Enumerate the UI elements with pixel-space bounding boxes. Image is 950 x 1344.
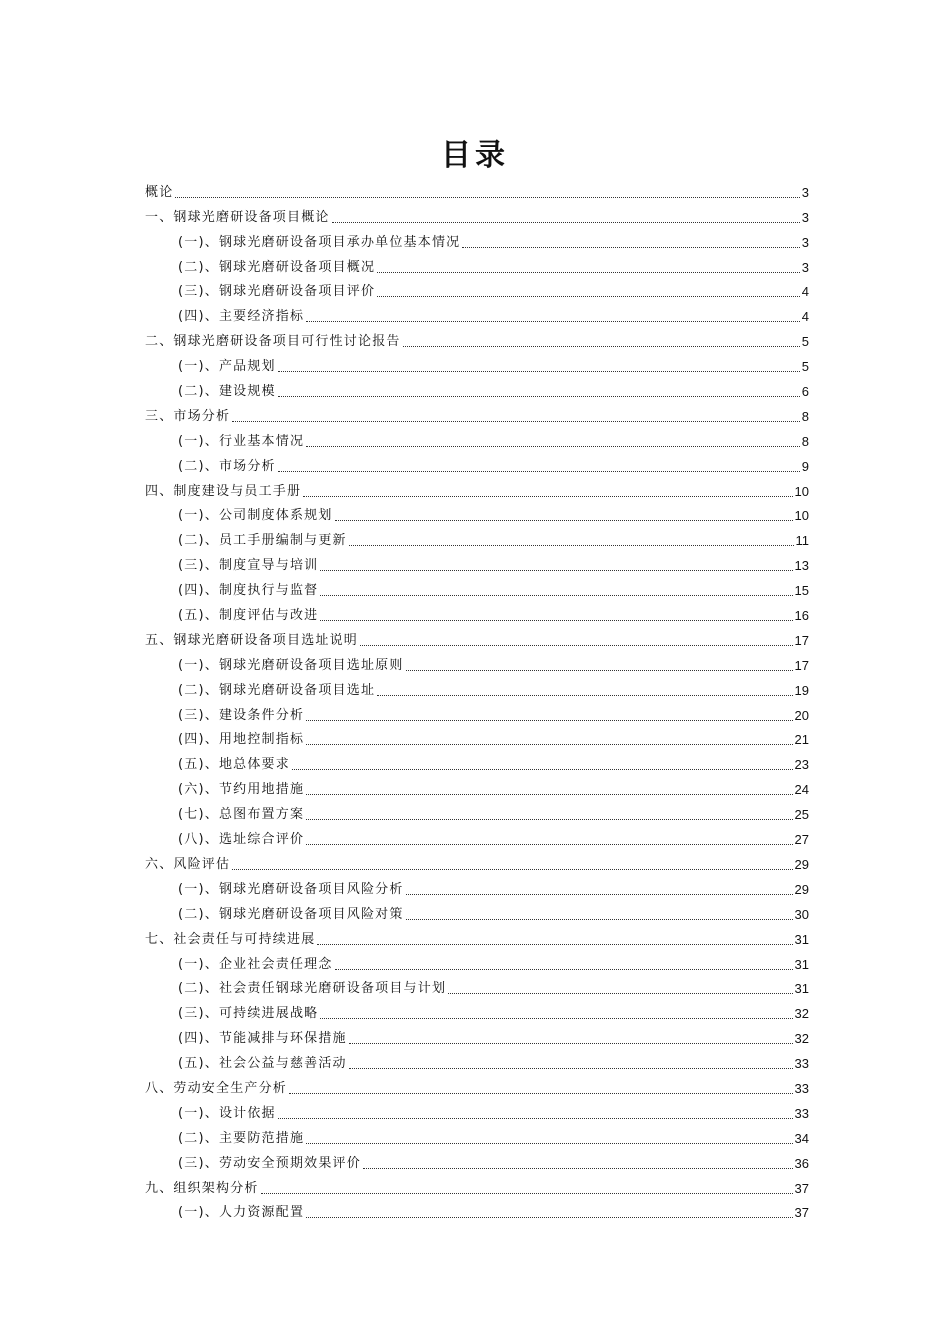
toc-dot-leader	[377, 694, 792, 696]
toc-page-number: 6	[801, 384, 809, 400]
toc-entry-title: (四)、用地控制指标	[178, 732, 305, 748]
toc-entry-title: (四)、节能减排与环保措施	[178, 1031, 347, 1047]
toc-page-number: 3	[801, 209, 809, 225]
toc-page-number: 33	[794, 1105, 809, 1121]
toc-entry-title: (一)、企业社会责任理念	[178, 956, 333, 972]
toc-dot-leader	[320, 619, 792, 621]
toc-entry-title: (二)、钢球光磨研设备项目选址	[178, 682, 376, 698]
toc-section-entry[interactable]	[145, 724, 809, 749]
toc-chapter-entry[interactable]	[145, 475, 809, 500]
toc-dot-leader	[335, 519, 793, 521]
toc-page-number: 32	[794, 1006, 809, 1022]
toc-dot-leader	[306, 1216, 792, 1218]
toc-section-entry[interactable]	[145, 1197, 809, 1222]
toc-page-number: 10	[794, 483, 809, 499]
toc-dot-leader	[406, 918, 793, 920]
toc-page-number: 33	[794, 1080, 809, 1096]
toc-page-number: 3	[801, 184, 809, 200]
toc-page-number: 34	[794, 1130, 809, 1146]
toc-section-entry[interactable]	[145, 1147, 809, 1172]
toc-section-entry[interactable]	[145, 873, 809, 898]
toc-page-number: 33	[794, 1056, 809, 1072]
toc-section-entry[interactable]	[145, 798, 809, 823]
toc-entry-title: (五)、地总体要求	[178, 757, 290, 773]
toc-dot-leader	[332, 221, 800, 223]
toc-dot-leader	[320, 1017, 792, 1019]
toc-dot-leader	[278, 395, 800, 397]
toc-entry-title: 三、市场分析	[145, 408, 231, 424]
toc-dot-leader	[377, 295, 800, 297]
toc-section-entry[interactable]	[145, 350, 809, 375]
toc-entry-title: (三)、建设条件分析	[178, 707, 305, 723]
toc-chapter-entry[interactable]	[145, 1172, 809, 1197]
toc-page-number: 29	[794, 856, 809, 872]
toc-dot-leader	[349, 544, 794, 546]
toc-entry-title: (二)、建设规模	[178, 384, 276, 400]
toc-page-number: 37	[794, 1180, 809, 1196]
toc-page-number: 4	[801, 284, 809, 300]
toc-page-number: 11	[795, 533, 809, 549]
table-of-contents	[145, 176, 809, 1221]
toc-page-number: 19	[794, 682, 809, 698]
page-title: 目录	[441, 138, 509, 173]
toc-section-entry[interactable]	[145, 973, 809, 998]
toc-entry-title: (三)、劳动安全预期效果评价	[178, 1155, 361, 1171]
toc-section-entry[interactable]	[145, 549, 809, 574]
toc-page-number: 16	[794, 608, 809, 624]
toc-dot-leader	[292, 768, 793, 770]
toc-dot-leader	[306, 445, 800, 447]
toc-section-entry[interactable]	[145, 1097, 809, 1122]
toc-page-number: 8	[801, 408, 809, 424]
toc-page-number: 25	[794, 807, 809, 823]
toc-page-number: 36	[794, 1155, 809, 1171]
toc-entry-title: 五、钢球光磨研设备项目选址说明	[145, 632, 359, 648]
toc-page-number: 24	[794, 782, 809, 798]
toc-entry-title: (一)、产品规划	[178, 359, 276, 375]
toc-dot-leader	[232, 868, 792, 870]
toc-dot-leader	[303, 495, 792, 497]
toc-page-number: 13	[794, 558, 809, 574]
toc-dot-leader	[278, 370, 800, 372]
toc-entry-title: (二)、员工手册编制与更新	[178, 533, 347, 549]
toc-entry-title: 四、制度建设与员工手册	[145, 483, 302, 499]
toc-entry-title: (二)、市场分析	[178, 458, 276, 474]
toc-page-number: 8	[801, 433, 809, 449]
toc-page-number: 23	[794, 757, 809, 773]
toc-entry-title: (六)、节约用地措施	[178, 782, 305, 798]
toc-dot-leader	[306, 843, 792, 845]
toc-page-number: 31	[794, 956, 809, 972]
toc-page-number: 17	[794, 632, 809, 648]
toc-section-entry[interactable]	[145, 450, 809, 475]
toc-page-number: 5	[801, 359, 809, 375]
toc-section-entry[interactable]	[145, 1022, 809, 1047]
toc-page-number: 4	[801, 309, 809, 325]
toc-page-number: 10	[794, 508, 809, 524]
toc-entry-title: (三)、钢球光磨研设备项目评价	[178, 284, 376, 300]
toc-chapter-entry[interactable]	[145, 1072, 809, 1097]
toc-section-entry[interactable]	[145, 300, 809, 325]
toc-page-number: 27	[794, 832, 809, 848]
toc-page-number: 31	[794, 931, 809, 947]
toc-dot-leader	[317, 943, 792, 945]
toc-section-entry[interactable]	[145, 226, 809, 251]
toc-entry-title: (四)、主要经济指标	[178, 309, 305, 325]
toc-dot-leader	[363, 1167, 793, 1169]
toc-entry-title: (二)、钢球光磨研设备项目风险对策	[178, 906, 404, 922]
toc-entry-title: (一)、公司制度体系规划	[178, 508, 333, 524]
toc-entry-title: (四)、制度执行与监督	[178, 583, 319, 599]
toc-entry-title: (一)、钢球光磨研设备项目选址原则	[178, 657, 404, 673]
toc-section-entry[interactable]	[145, 748, 809, 773]
toc-dot-leader	[306, 719, 792, 721]
toc-page-number: 32	[794, 1031, 809, 1047]
toc-section-entry[interactable]	[145, 1122, 809, 1147]
toc-dot-leader	[306, 1142, 792, 1144]
toc-page-number: 20	[794, 707, 809, 723]
toc-chapter-entry[interactable]	[145, 176, 809, 201]
toc-section-entry[interactable]	[145, 823, 809, 848]
toc-page-number: 31	[794, 981, 809, 997]
toc-dot-leader	[320, 594, 792, 596]
toc-dot-leader	[360, 644, 793, 646]
toc-section-entry[interactable]	[145, 948, 809, 973]
toc-dot-leader	[261, 1192, 793, 1194]
toc-chapter-entry[interactable]	[145, 848, 809, 873]
toc-entry-title: 二、钢球光磨研设备项目可行性讨论报告	[145, 334, 401, 350]
toc-page-number: 3	[801, 259, 809, 275]
toc-dot-leader	[349, 1067, 793, 1069]
toc-chapter-entry[interactable]	[145, 201, 809, 226]
toc-section-entry[interactable]	[145, 425, 809, 450]
toc-dot-leader	[306, 818, 792, 820]
toc-dot-leader	[175, 196, 799, 198]
toc-page-number: 5	[801, 334, 809, 350]
toc-dot-leader	[406, 893, 793, 895]
toc-dot-leader	[289, 1092, 793, 1094]
toc-entry-title: (五)、社会公益与慈善活动	[178, 1056, 347, 1072]
toc-section-entry[interactable]	[145, 599, 809, 624]
toc-section-entry[interactable]	[145, 276, 809, 301]
toc-chapter-entry[interactable]	[145, 325, 809, 350]
toc-dot-leader	[349, 1042, 793, 1044]
toc-entry-title: (五)、制度评估与改进	[178, 608, 319, 624]
toc-section-entry[interactable]	[145, 674, 809, 699]
toc-dot-leader	[377, 271, 800, 273]
toc-entry-title: (二)、主要防范措施	[178, 1130, 305, 1146]
toc-page-number: 30	[794, 906, 809, 922]
toc-page-number: 15	[794, 583, 809, 599]
toc-page-number: 17	[794, 657, 809, 673]
toc-entry-title: 概论	[145, 184, 174, 200]
toc-chapter-entry[interactable]	[145, 923, 809, 948]
toc-entry-title: 七、社会责任与可持续进展	[145, 931, 316, 947]
toc-dot-leader	[403, 345, 800, 347]
toc-entry-title: 八、劳动安全生产分析	[145, 1080, 288, 1096]
toc-dot-leader	[278, 470, 800, 472]
toc-entry-title: 六、风险评估	[145, 856, 231, 872]
toc-page-number: 29	[794, 881, 809, 897]
toc-entry-title: (八)、选址综合评价	[178, 832, 305, 848]
toc-entry-title: (三)、可持续进展战略	[178, 1006, 319, 1022]
toc-section-entry[interactable]	[145, 251, 809, 276]
toc-dot-leader	[448, 992, 792, 994]
toc-page-number: 37	[794, 1205, 809, 1221]
toc-section-entry[interactable]	[145, 574, 809, 599]
toc-dot-leader	[320, 569, 792, 571]
toc-chapter-entry[interactable]	[145, 400, 809, 425]
toc-dot-leader	[306, 743, 792, 745]
toc-entry-title: (一)、设计依据	[178, 1105, 276, 1121]
toc-entry-title: 九、组织架构分析	[145, 1180, 259, 1196]
toc-dot-leader	[306, 320, 800, 322]
toc-section-entry[interactable]	[145, 375, 809, 400]
toc-entry-title: (一)、行业基本情况	[178, 433, 305, 449]
toc-entry-title: (三)、制度宣导与培训	[178, 558, 319, 574]
toc-section-entry[interactable]	[145, 699, 809, 724]
toc-section-entry[interactable]	[145, 524, 809, 549]
toc-section-entry[interactable]	[145, 500, 809, 525]
toc-dot-leader	[232, 420, 800, 422]
toc-page-number: 3	[801, 234, 809, 250]
toc-dot-leader	[306, 793, 792, 795]
toc-entry-title: (一)、钢球光磨研设备项目承办单位基本情况	[178, 234, 461, 250]
toc-entry-title: (一)、钢球光磨研设备项目风险分析	[178, 881, 404, 897]
toc-dot-leader	[406, 669, 793, 671]
toc-dot-leader	[462, 246, 799, 248]
toc-dot-leader	[278, 1117, 793, 1119]
toc-page-number: 21	[794, 732, 809, 748]
toc-section-entry[interactable]	[145, 898, 809, 923]
toc-entry-title: (一)、人力资源配置	[178, 1205, 305, 1221]
toc-dot-leader	[335, 968, 793, 970]
toc-entry-title: 一、钢球光磨研设备项目概论	[145, 209, 330, 225]
toc-entry-title: (二)、社会责任钢球光磨研设备项目与计划	[178, 981, 447, 997]
toc-section-entry[interactable]	[145, 649, 809, 674]
toc-entry-title: (七)、总图布置方案	[178, 807, 305, 823]
toc-page-number: 9	[801, 458, 809, 474]
toc-chapter-entry[interactable]	[145, 624, 809, 649]
toc-section-entry[interactable]	[145, 1047, 809, 1072]
toc-section-entry[interactable]	[145, 773, 809, 798]
toc-section-entry[interactable]	[145, 997, 809, 1022]
toc-entry-title: (二)、钢球光磨研设备项目概况	[178, 259, 376, 275]
